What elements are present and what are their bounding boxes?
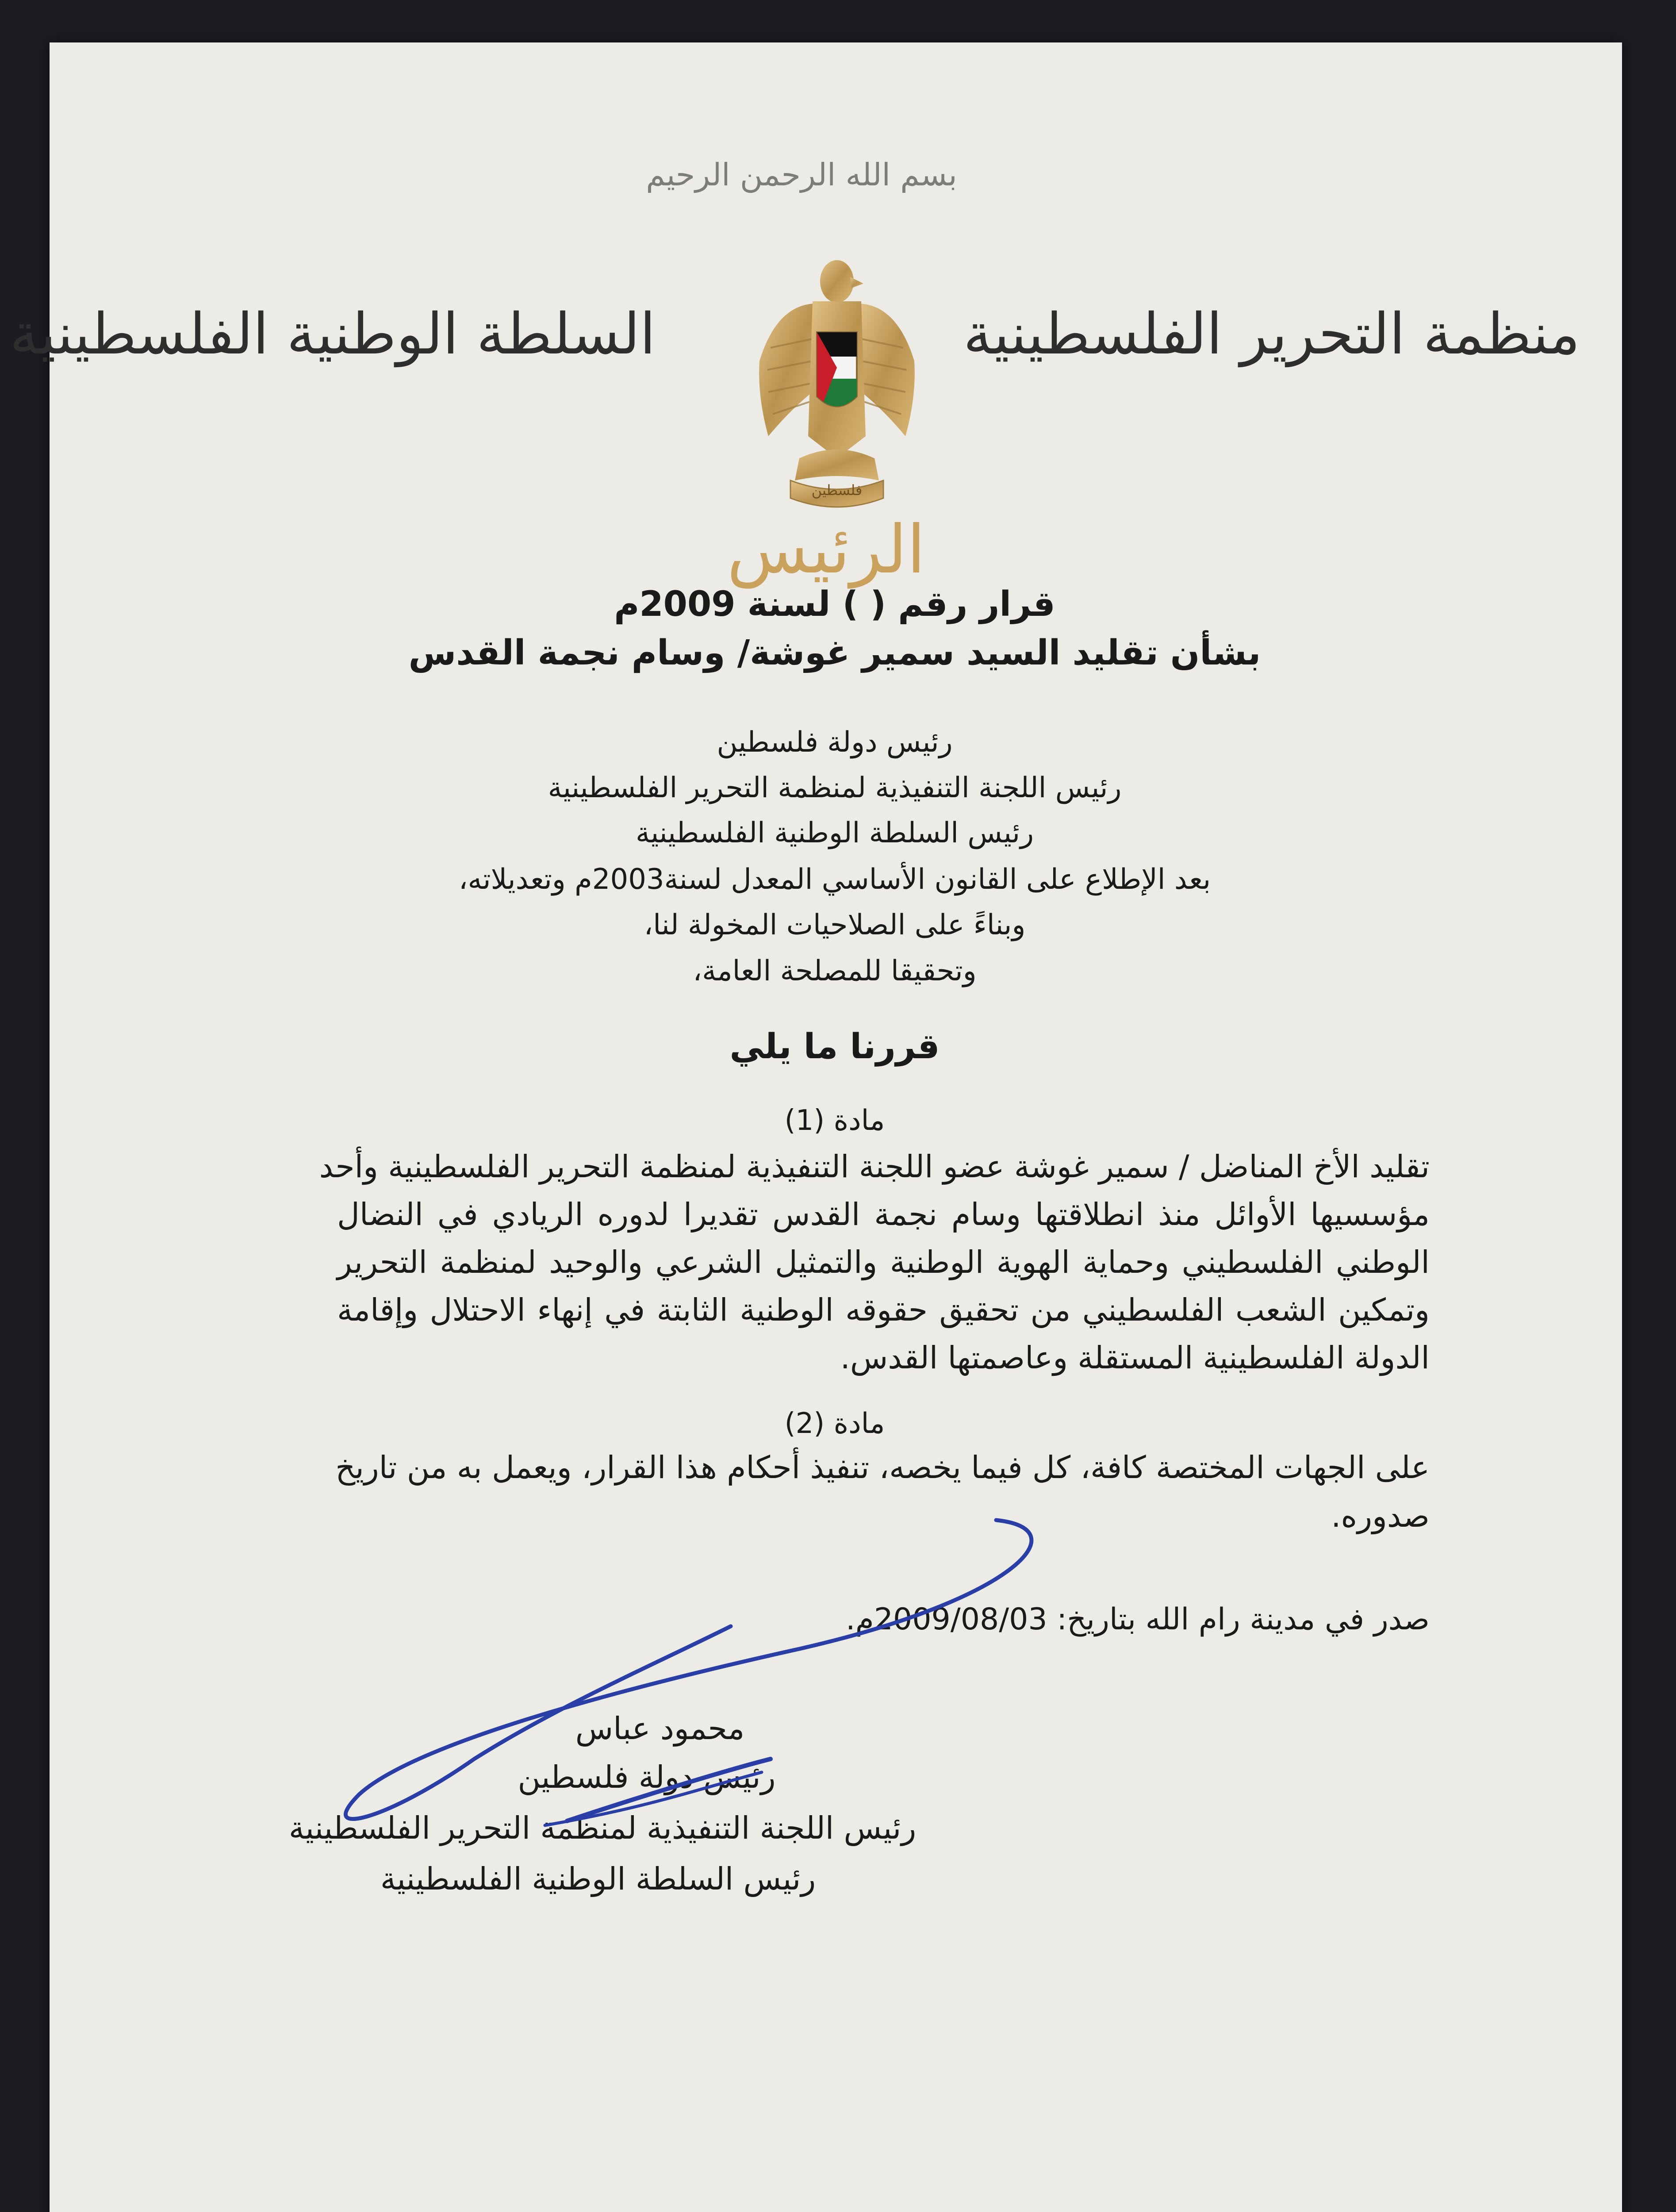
article-1-line: الوطني الفلسطيني وحماية الهوية الوطنية والتمثيل الشرعي والوحيد لمنظمة التحرير (337, 1244, 1430, 1280)
bismillah: بسم الله الرحمن الرحيم (646, 157, 957, 193)
header-plo: منظمة التحرير الفلسطينية (963, 301, 1580, 367)
article-2-line: على الجهات المختصة كافة، كل فيما يخصه، تنفيذ أحكام هذا القرار، ويعمل به من تاريخ (335, 1449, 1430, 1486)
preamble-line: وتحقيقا للمصلحة العامة، (693, 955, 977, 987)
preamble-line: رئيس السلطة الوطنية الفلسطينية (636, 817, 1034, 849)
decision-number-title: قرار رقم ( ) لسنة 2009م (614, 584, 1055, 624)
emblem-label: فلسطين (811, 482, 863, 499)
article-1-line: تقليد الأخ المناضل / سمير غوشة عضو اللجنة التنفيذية لمنظمة التحرير الفلسطينية وأحد (319, 1148, 1430, 1185)
article-1-line: الدولة الفلسطينية المستقلة وعاصمتها القدس. (840, 1340, 1430, 1376)
decision-subject-title: بشأن تقليد السيد سمير غوشة/ وسام نجمة القدس (408, 633, 1261, 673)
preamble-line: رئيس اللجنة التنفيذية لمنظمة التحرير الفلسطينية (548, 772, 1122, 804)
header-pna: السلطة الوطنية الفلسطينية (10, 301, 656, 367)
article-1-line: مؤسسيها الأوائل منذ انطلاقتها وسام نجمة القدس تقديرا لدوره الريادي في النضال (337, 1196, 1430, 1233)
document-page (10, 42, 1622, 2212)
palestine-eagle-emblem-icon (751, 250, 923, 525)
preamble-line: بعد الإطلاع على القانون الأساسي المعدل لسنة2003م وتعديلاته، (458, 863, 1211, 896)
article-2-line: صدوره. (1331, 1498, 1430, 1534)
preamble-line: رئيس دولة فلسطين (717, 726, 953, 759)
signatory-name: محمود عباس (575, 1710, 745, 1747)
preamble-line: وبناءً على الصلاحيات المخولة لنا، (644, 909, 1026, 941)
issued-date-line: صدر في مدينة رام الله بتاريخ: 2009/08/03م. (846, 1602, 1430, 1637)
decided-heading: قررنا ما يلي (729, 1027, 940, 1067)
office-title: الرئيس (727, 511, 925, 588)
article-1-line: وتمكين الشعب الفلسطيني من تحقيق حقوقه الوطنية الثابتة في إنهاء الاحتلال وإقامة (337, 1292, 1430, 1328)
article-2-heading: مادة (2) (784, 1407, 885, 1440)
signatory-title: رئيس دولة فلسطين (518, 1759, 776, 1795)
signatory-title: رئيس اللجنة التنفيذية لمنظمة التحرير الفلسطينية (288, 1810, 917, 1846)
article-1-heading: مادة (1) (784, 1104, 885, 1137)
signatory-title: رئيس السلطة الوطنية الفلسطينية (380, 1861, 816, 1897)
